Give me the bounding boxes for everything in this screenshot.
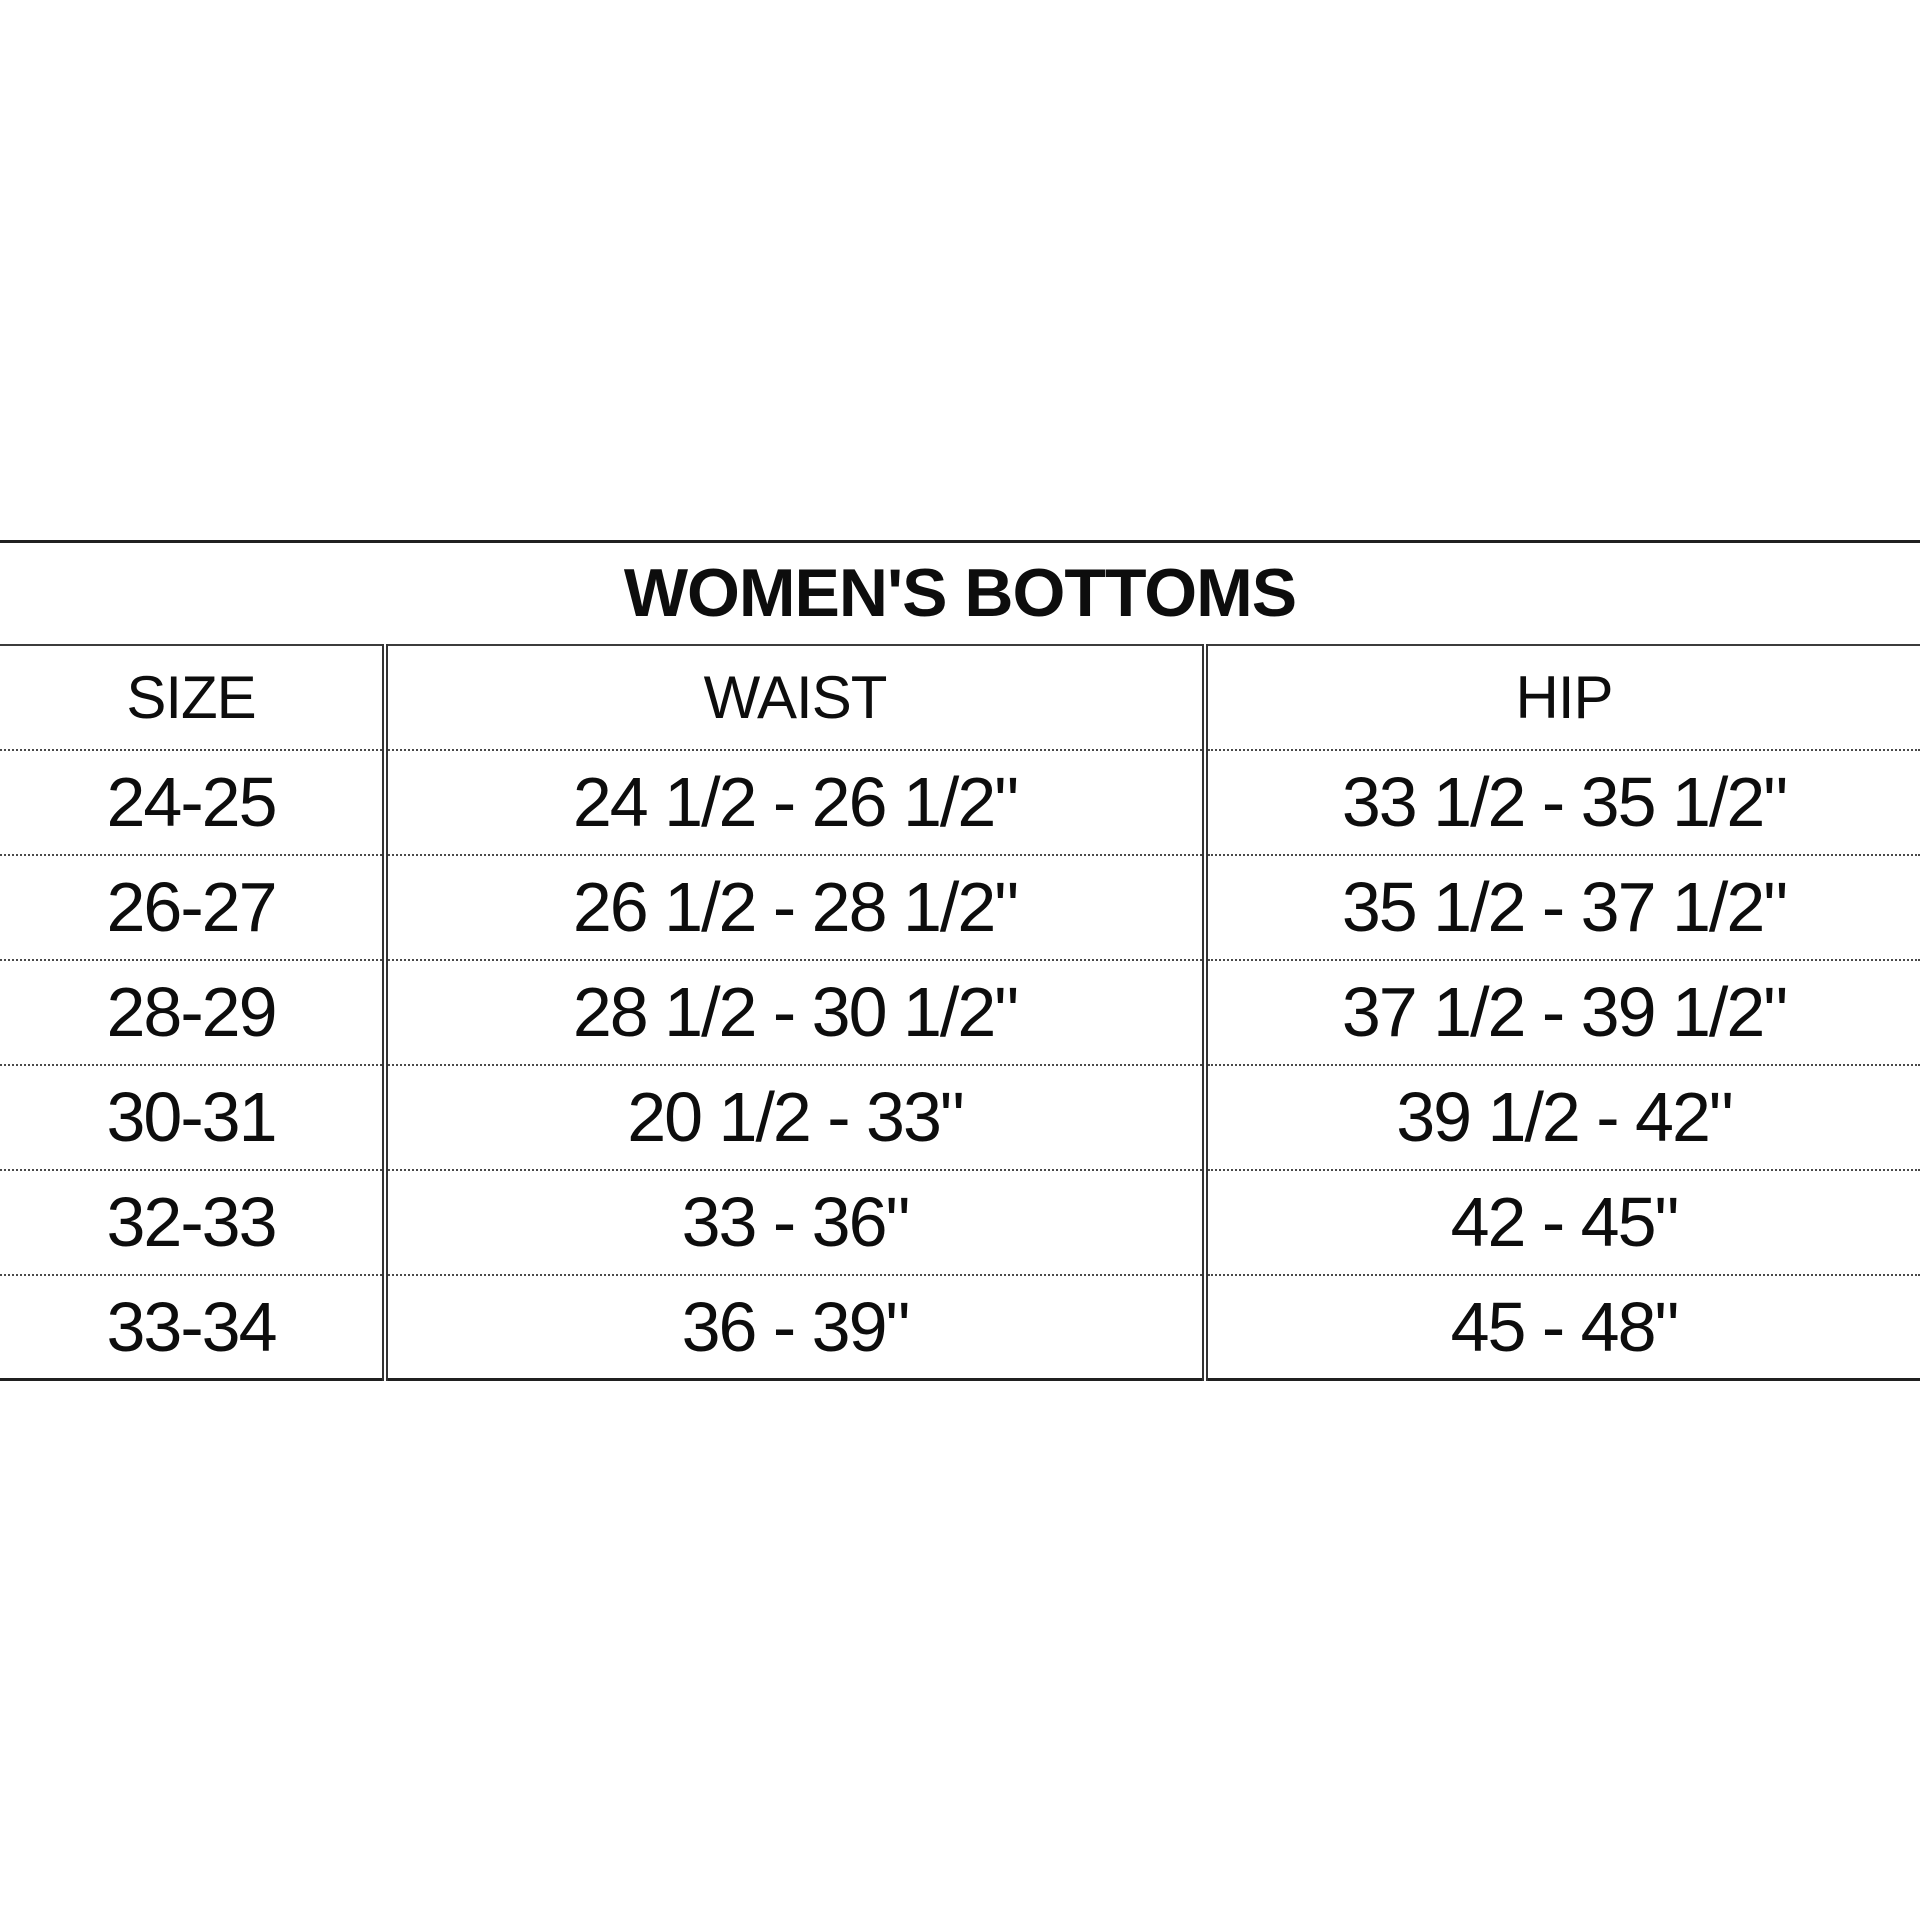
size-cell: 28-29 xyxy=(0,960,385,1065)
size-cell: 30-31 xyxy=(0,1065,385,1170)
column-header-size: SIZE xyxy=(0,645,385,750)
waist-cell: 20 1/2 - 33" xyxy=(385,1065,1205,1170)
waist-cell: 36 - 39" xyxy=(385,1275,1205,1380)
table-row xyxy=(0,960,1920,1065)
hip-cell: 39 1/2 - 42" xyxy=(1205,1065,1920,1170)
hip-cell: 35 1/2 - 37 1/2" xyxy=(1205,855,1920,960)
table-title: WOMEN'S BOTTOMS xyxy=(0,542,1920,645)
column-header-hip: HIP xyxy=(1205,645,1920,750)
table-title-row xyxy=(0,542,1920,645)
table-header-row xyxy=(0,645,1920,750)
size-cell: 26-27 xyxy=(0,855,385,960)
table-row xyxy=(0,1170,1920,1275)
waist-cell: 28 1/2 - 30 1/2" xyxy=(385,960,1205,1065)
size-cell: 33-34 xyxy=(0,1275,385,1380)
hip-cell: 45 - 48" xyxy=(1205,1275,1920,1380)
hip-cell: 33 1/2 - 35 1/2" xyxy=(1205,750,1920,855)
waist-cell: 24 1/2 - 26 1/2" xyxy=(385,750,1205,855)
size-cell: 32-33 xyxy=(0,1170,385,1275)
size-chart-table xyxy=(0,540,1920,1381)
hip-cell: 37 1/2 - 39 1/2" xyxy=(1205,960,1920,1065)
size-chart xyxy=(0,540,1920,1381)
column-header-waist: WAIST xyxy=(385,645,1205,750)
table-row xyxy=(0,1275,1920,1380)
table-row xyxy=(0,1065,1920,1170)
table-row xyxy=(0,855,1920,960)
waist-cell: 33 - 36" xyxy=(385,1170,1205,1275)
table-row xyxy=(0,750,1920,855)
waist-cell: 26 1/2 - 28 1/2" xyxy=(385,855,1205,960)
hip-cell: 42 - 45" xyxy=(1205,1170,1920,1275)
size-cell: 24-25 xyxy=(0,750,385,855)
